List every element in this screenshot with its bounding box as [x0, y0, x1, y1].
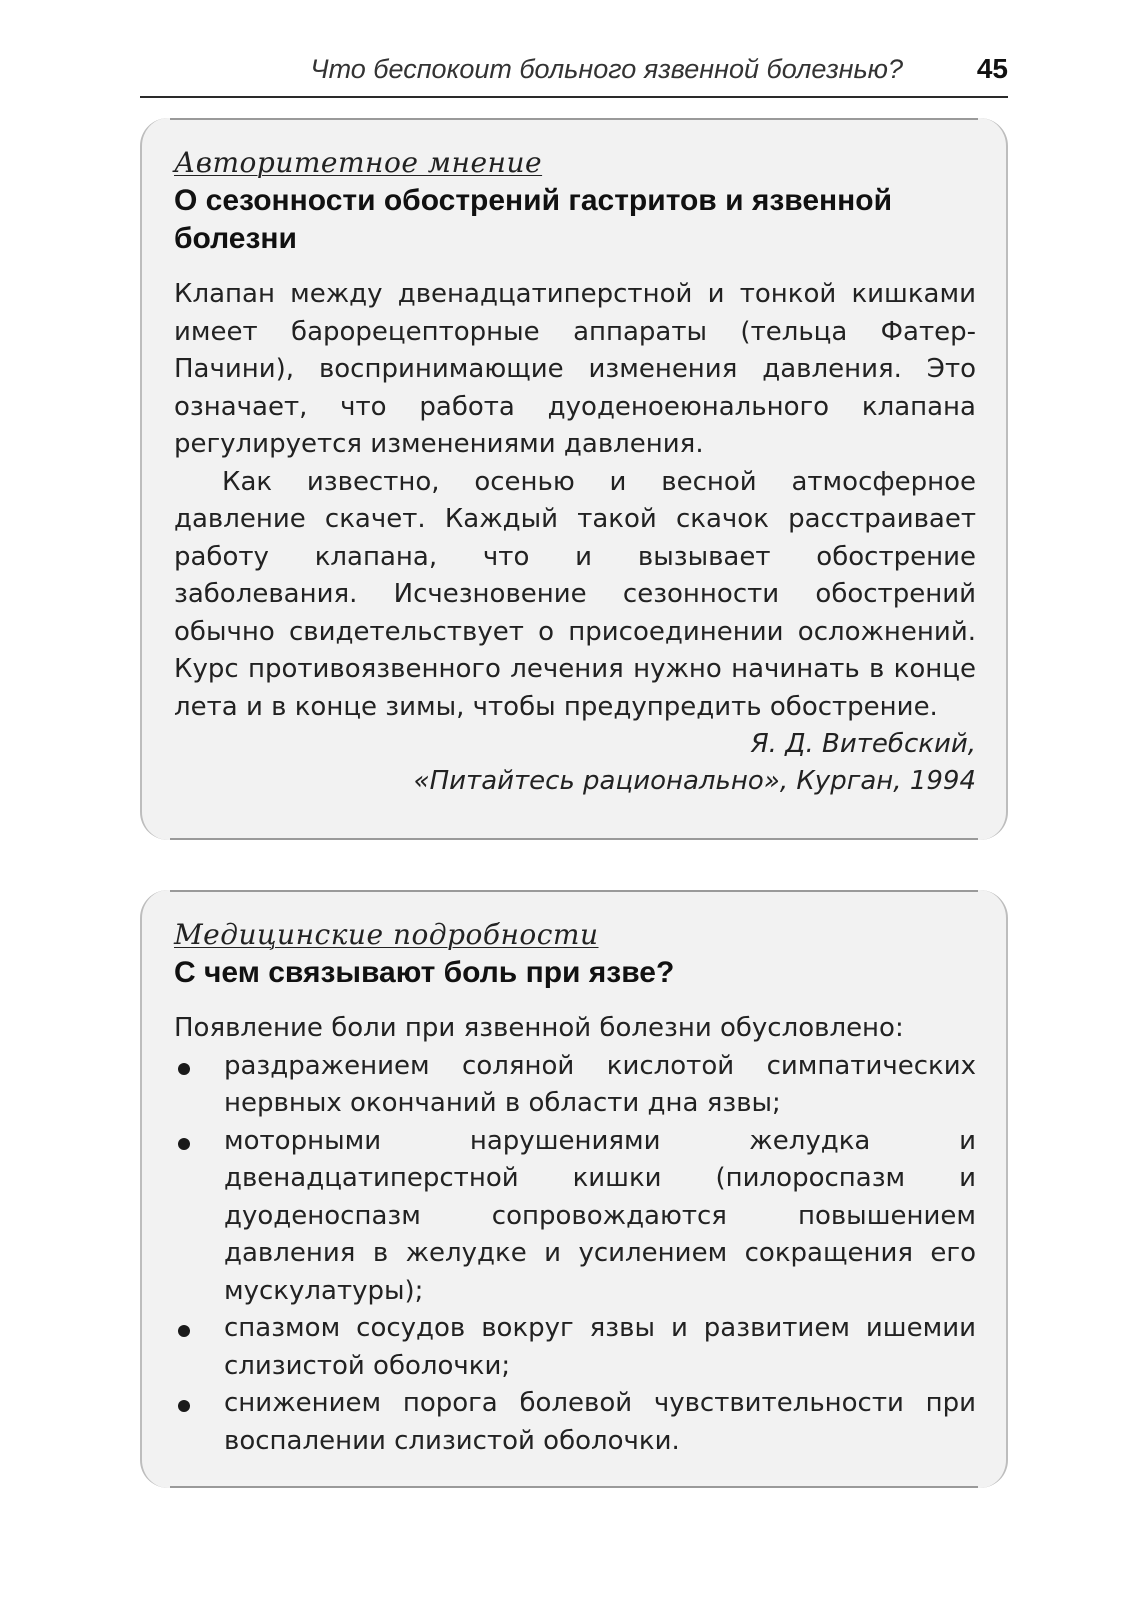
list-item [174, 1048, 976, 1123]
medical-details-box [140, 890, 1008, 1488]
bullet-icon [178, 1063, 190, 1075]
citation-source: «Питайтесь рационально», Курган, 1994 [413, 766, 976, 796]
list-item-text: раздражением соляной кислотой симпатических нервных окончаний в области дна язвы; [224, 1050, 976, 1118]
bullet-icon [178, 1400, 190, 1412]
bullet-icon [178, 1325, 190, 1337]
bullet-list [174, 1048, 976, 1461]
intro-paragraph: Появление боли при язвенной болезни обусловлено: [174, 1013, 904, 1043]
bullet-icon [178, 1138, 190, 1150]
box-heading: О сезонности обострений гастритов и язвенной болезни [174, 184, 893, 255]
running-title: Что беспокоит больного язвенной болезнью? [310, 54, 903, 84]
citation-author: Я. Д. Витебский, [750, 729, 976, 759]
box-rubric: Медицинские подробности [174, 918, 599, 951]
expert-opinion-box [140, 118, 1008, 840]
page-number: 45 [976, 53, 1008, 84]
expert-opinion-content [174, 144, 976, 800]
list-item [174, 1310, 976, 1385]
list-item-text: моторными нарушениями желудка и двенадцатиперстной кишки (пилороспазм и дуоденоспазм сопровождаются повышением давления в желудке и усилением сокращения его мускулатуры); [224, 1125, 976, 1306]
paragraph: Как известно, осенью и весной атмосферное давление скачет. Каждый такой скачок расстраивает работу клапана, что и вызывает обострение заболевания. Исчезновение сезонности обострений обычно свидетельствует о присоединении осложнений. Курс противоязвенного лечения нужно начинать в конце лета и в конце зимы, чтобы предупредить обострение. [174, 466, 976, 722]
running-header [140, 52, 1008, 98]
box-rubric: Авторитетное мнение [174, 146, 543, 179]
list-item-text: спазмом сосудов вокруг язвы и развитием ишемии слизистой оболочки; [224, 1313, 976, 1381]
box-heading: С чем связывают боль при язве? [174, 956, 675, 989]
list-item [174, 1123, 976, 1311]
list-item-text: снижением порога болевой чувствительности при воспалении слизистой оболочки. [224, 1388, 976, 1456]
paragraph: Клапан между двенадцатиперстной и тонкой кишками имеет барорецепторные аппараты (тельца Фатер-Пачини), воспринимающие изменения давления. Это означает, что работа дуоденоеюнального клапана регулируется изменениями давления. [174, 279, 976, 459]
medical-details-content [174, 916, 976, 1460]
list-item [174, 1385, 976, 1460]
